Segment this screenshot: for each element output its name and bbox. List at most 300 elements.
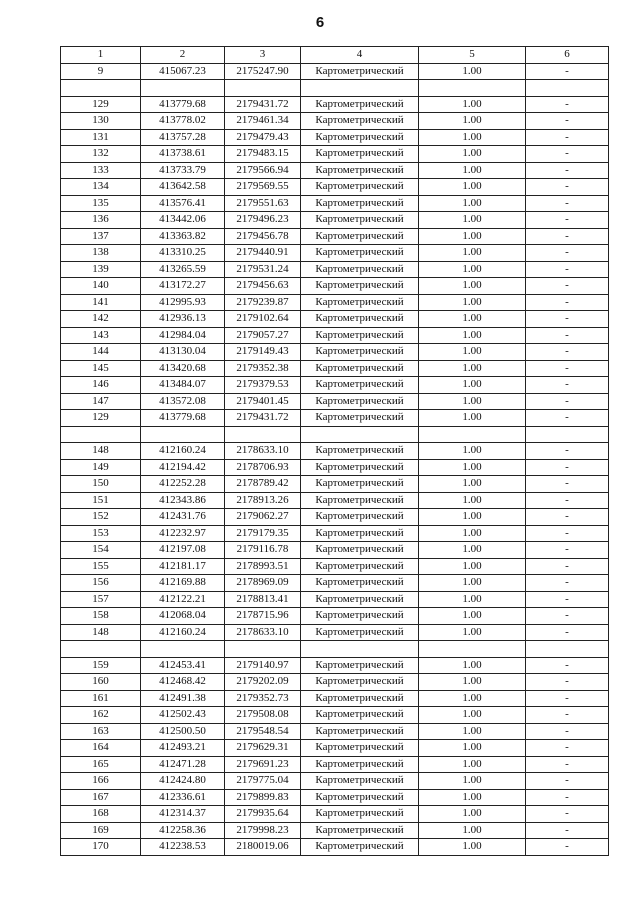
table-row xyxy=(61,476,609,493)
method-cell: Картометрический xyxy=(301,690,419,707)
table-row xyxy=(61,179,609,196)
page-number: 6 xyxy=(315,14,325,31)
y-coordinate-cell: 2178633.10 xyxy=(225,624,301,641)
y-coordinate-cell: 2179140.97 xyxy=(225,657,301,674)
header-cell-4: 4 xyxy=(301,47,419,64)
note-cell: - xyxy=(526,261,609,278)
point-number-cell: 169 xyxy=(61,822,141,839)
table-row xyxy=(61,162,609,179)
x-coordinate-cell: 413420.68 xyxy=(141,360,225,377)
y-coordinate-cell: 2179629.31 xyxy=(225,740,301,757)
table-row xyxy=(61,575,609,592)
note-cell: - xyxy=(526,228,609,245)
method-cell: Картометрический xyxy=(301,113,419,130)
table-row xyxy=(61,294,609,311)
method-cell: Картометрический xyxy=(301,410,419,427)
note-cell xyxy=(526,426,609,443)
x-coordinate-cell: 413576.41 xyxy=(141,195,225,212)
accuracy-cell: 1.00 xyxy=(419,591,526,608)
table-row xyxy=(61,690,609,707)
y-coordinate-cell: 2179352.73 xyxy=(225,690,301,707)
point-number-cell: 147 xyxy=(61,393,141,410)
x-coordinate-cell: 412500.50 xyxy=(141,723,225,740)
method-cell: Картометрический xyxy=(301,740,419,757)
accuracy-cell xyxy=(419,641,526,658)
y-coordinate-cell: 2179057.27 xyxy=(225,327,301,344)
x-coordinate-cell xyxy=(141,426,225,443)
table-row xyxy=(61,410,609,427)
method-cell: Картометрический xyxy=(301,393,419,410)
x-coordinate-cell: 412493.21 xyxy=(141,740,225,757)
table-row xyxy=(61,492,609,509)
x-coordinate-cell: 412431.76 xyxy=(141,509,225,526)
x-coordinate-cell: 413733.79 xyxy=(141,162,225,179)
x-coordinate-cell: 412122.21 xyxy=(141,591,225,608)
point-number-cell: 148 xyxy=(61,443,141,460)
note-cell: - xyxy=(526,278,609,295)
note-cell: - xyxy=(526,789,609,806)
point-number-cell: 137 xyxy=(61,228,141,245)
accuracy-cell: 1.00 xyxy=(419,443,526,460)
note-cell: - xyxy=(526,377,609,394)
table-header xyxy=(61,47,609,64)
accuracy-cell: 1.00 xyxy=(419,294,526,311)
accuracy-cell: 1.00 xyxy=(419,476,526,493)
accuracy-cell: 1.00 xyxy=(419,459,526,476)
x-coordinate-cell: 413779.68 xyxy=(141,96,225,113)
accuracy-cell: 1.00 xyxy=(419,360,526,377)
y-coordinate-cell: 2179202.09 xyxy=(225,674,301,691)
y-coordinate-cell xyxy=(225,641,301,658)
x-coordinate-cell: 413572.08 xyxy=(141,393,225,410)
x-coordinate-cell: 412336.61 xyxy=(141,789,225,806)
method-cell: Картометрический xyxy=(301,674,419,691)
method-cell xyxy=(301,426,419,443)
point-number-cell: 148 xyxy=(61,624,141,641)
x-coordinate-cell: 412453.41 xyxy=(141,657,225,674)
accuracy-cell: 1.00 xyxy=(419,195,526,212)
header-cell-2: 2 xyxy=(141,47,225,64)
x-coordinate-cell: 412068.04 xyxy=(141,608,225,625)
note-cell: - xyxy=(526,212,609,229)
method-cell: Картометрический xyxy=(301,657,419,674)
accuracy-cell: 1.00 xyxy=(419,822,526,839)
table-row xyxy=(61,96,609,113)
accuracy-cell: 1.00 xyxy=(419,212,526,229)
table-row xyxy=(61,146,609,163)
y-coordinate-cell: 2179531.24 xyxy=(225,261,301,278)
table-row xyxy=(61,261,609,278)
table-row xyxy=(61,327,609,344)
note-cell: - xyxy=(526,195,609,212)
method-cell: Картометрический xyxy=(301,63,419,80)
accuracy-cell: 1.00 xyxy=(419,179,526,196)
table-row xyxy=(61,674,609,691)
y-coordinate-cell: 2179691.23 xyxy=(225,756,301,773)
y-coordinate-cell xyxy=(225,80,301,97)
accuracy-cell: 1.00 xyxy=(419,63,526,80)
table-row xyxy=(61,657,609,674)
y-coordinate-cell: 2178706.93 xyxy=(225,459,301,476)
y-coordinate-cell: 2179239.87 xyxy=(225,294,301,311)
note-cell: - xyxy=(526,63,609,80)
y-coordinate-cell: 2179483.15 xyxy=(225,146,301,163)
y-coordinate-cell: 2178633.10 xyxy=(225,443,301,460)
point-number-cell: 158 xyxy=(61,608,141,625)
method-cell: Картометрический xyxy=(301,509,419,526)
table-body xyxy=(61,63,609,855)
accuracy-cell: 1.00 xyxy=(419,773,526,790)
x-coordinate-cell: 413757.28 xyxy=(141,129,225,146)
note-cell: - xyxy=(526,608,609,625)
method-cell: Картометрический xyxy=(301,525,419,542)
accuracy-cell: 1.00 xyxy=(419,740,526,757)
note-cell: - xyxy=(526,822,609,839)
y-coordinate-cell: 2179440.91 xyxy=(225,245,301,262)
table-row xyxy=(61,509,609,526)
x-coordinate-cell: 412468.42 xyxy=(141,674,225,691)
method-cell: Картометрический xyxy=(301,96,419,113)
point-number-cell: 140 xyxy=(61,278,141,295)
note-cell: - xyxy=(526,756,609,773)
x-coordinate-cell: 413484.07 xyxy=(141,377,225,394)
y-coordinate-cell: 2179508.08 xyxy=(225,707,301,724)
accuracy-cell: 1.00 xyxy=(419,377,526,394)
point-number-cell: 165 xyxy=(61,756,141,773)
method-cell: Картометрический xyxy=(301,806,419,823)
header-cell-5: 5 xyxy=(419,47,526,64)
x-coordinate-cell: 412471.28 xyxy=(141,756,225,773)
x-coordinate-cell: 412197.08 xyxy=(141,542,225,559)
x-coordinate-cell: 413130.04 xyxy=(141,344,225,361)
table-row xyxy=(61,707,609,724)
note-cell: - xyxy=(526,476,609,493)
y-coordinate-cell: 2179116.78 xyxy=(225,542,301,559)
note-cell: - xyxy=(526,839,609,856)
accuracy-cell: 1.00 xyxy=(419,509,526,526)
x-coordinate-cell: 412936.13 xyxy=(141,311,225,328)
separator-row xyxy=(61,80,609,97)
point-number-cell: 164 xyxy=(61,740,141,757)
method-cell: Картометрический xyxy=(301,723,419,740)
table-row xyxy=(61,212,609,229)
point-number-cell xyxy=(61,80,141,97)
point-number-cell: 144 xyxy=(61,344,141,361)
point-number-cell: 143 xyxy=(61,327,141,344)
note-cell: - xyxy=(526,542,609,559)
header-cell-1: 1 xyxy=(61,47,141,64)
table-row xyxy=(61,377,609,394)
y-coordinate-cell: 2178993.51 xyxy=(225,558,301,575)
x-coordinate-cell: 413442.06 xyxy=(141,212,225,229)
x-coordinate-cell: 413779.68 xyxy=(141,410,225,427)
point-number-cell: 151 xyxy=(61,492,141,509)
method-cell: Картометрический xyxy=(301,822,419,839)
note-cell: - xyxy=(526,575,609,592)
method-cell: Картометрический xyxy=(301,129,419,146)
table-row xyxy=(61,129,609,146)
accuracy-cell xyxy=(419,426,526,443)
accuracy-cell: 1.00 xyxy=(419,162,526,179)
method-cell: Картометрический xyxy=(301,195,419,212)
separator-row xyxy=(61,641,609,658)
accuracy-cell: 1.00 xyxy=(419,707,526,724)
y-coordinate-cell: 2175247.90 xyxy=(225,63,301,80)
point-number-cell: 138 xyxy=(61,245,141,262)
note-cell: - xyxy=(526,674,609,691)
method-cell: Картометрический xyxy=(301,162,419,179)
accuracy-cell: 1.00 xyxy=(419,789,526,806)
y-coordinate-cell: 2179548.54 xyxy=(225,723,301,740)
note-cell: - xyxy=(526,245,609,262)
y-coordinate-cell: 2178913.26 xyxy=(225,492,301,509)
method-cell: Картометрический xyxy=(301,360,419,377)
point-number-cell: 142 xyxy=(61,311,141,328)
method-cell: Картометрический xyxy=(301,608,419,625)
accuracy-cell: 1.00 xyxy=(419,228,526,245)
note-cell: - xyxy=(526,113,609,130)
table-row xyxy=(61,740,609,757)
method-cell xyxy=(301,80,419,97)
note-cell: - xyxy=(526,410,609,427)
x-coordinate-cell: 413642.58 xyxy=(141,179,225,196)
y-coordinate-cell: 2179352.38 xyxy=(225,360,301,377)
note-cell: - xyxy=(526,740,609,757)
x-coordinate-cell: 413778.02 xyxy=(141,113,225,130)
note-cell: - xyxy=(526,492,609,509)
point-number-cell: 163 xyxy=(61,723,141,740)
accuracy-cell: 1.00 xyxy=(419,146,526,163)
point-number-cell: 135 xyxy=(61,195,141,212)
note-cell: - xyxy=(526,806,609,823)
table-row xyxy=(61,806,609,823)
y-coordinate-cell: 2178715.96 xyxy=(225,608,301,625)
point-number-cell: 152 xyxy=(61,509,141,526)
note-cell: - xyxy=(526,591,609,608)
x-coordinate-cell: 412314.37 xyxy=(141,806,225,823)
method-cell: Картометрический xyxy=(301,327,419,344)
accuracy-cell xyxy=(419,80,526,97)
accuracy-cell: 1.00 xyxy=(419,723,526,740)
table-row xyxy=(61,773,609,790)
y-coordinate-cell: 2179569.55 xyxy=(225,179,301,196)
table-row xyxy=(61,558,609,575)
y-coordinate-cell: 2179179.35 xyxy=(225,525,301,542)
note-cell: - xyxy=(526,723,609,740)
x-coordinate-cell: 412258.36 xyxy=(141,822,225,839)
note-cell: - xyxy=(526,162,609,179)
y-coordinate-cell: 2179431.72 xyxy=(225,410,301,427)
accuracy-cell: 1.00 xyxy=(419,525,526,542)
note-cell: - xyxy=(526,179,609,196)
note-cell: - xyxy=(526,459,609,476)
x-coordinate-cell: 413172.27 xyxy=(141,278,225,295)
point-number-cell: 131 xyxy=(61,129,141,146)
table-row xyxy=(61,756,609,773)
accuracy-cell: 1.00 xyxy=(419,344,526,361)
accuracy-cell: 1.00 xyxy=(419,327,526,344)
method-cell: Картометрический xyxy=(301,839,419,856)
y-coordinate-cell: 2179431.72 xyxy=(225,96,301,113)
table-row xyxy=(61,822,609,839)
accuracy-cell: 1.00 xyxy=(419,756,526,773)
x-coordinate-cell: 413738.61 xyxy=(141,146,225,163)
note-cell: - xyxy=(526,146,609,163)
note-cell: - xyxy=(526,657,609,674)
y-coordinate-cell: 2179998.23 xyxy=(225,822,301,839)
y-coordinate-cell: 2179775.04 xyxy=(225,773,301,790)
y-coordinate-cell: 2179062.27 xyxy=(225,509,301,526)
y-coordinate-cell: 2179479.43 xyxy=(225,129,301,146)
x-coordinate-cell: 413363.82 xyxy=(141,228,225,245)
point-number-cell: 162 xyxy=(61,707,141,724)
x-coordinate-cell: 412502.43 xyxy=(141,707,225,724)
method-cell: Картометрический xyxy=(301,212,419,229)
method-cell: Картометрический xyxy=(301,459,419,476)
accuracy-cell: 1.00 xyxy=(419,492,526,509)
method-cell: Картометрический xyxy=(301,443,419,460)
point-number-cell: 133 xyxy=(61,162,141,179)
header-cell-3: 3 xyxy=(225,47,301,64)
method-cell: Картометрический xyxy=(301,294,419,311)
point-number-cell: 146 xyxy=(61,377,141,394)
point-number-cell: 155 xyxy=(61,558,141,575)
note-cell xyxy=(526,641,609,658)
y-coordinate-cell xyxy=(225,426,301,443)
method-cell xyxy=(301,641,419,658)
point-number-cell: 141 xyxy=(61,294,141,311)
accuracy-cell: 1.00 xyxy=(419,410,526,427)
table-row xyxy=(61,624,609,641)
coordinates-table xyxy=(60,46,609,856)
header-row xyxy=(61,47,609,64)
accuracy-cell: 1.00 xyxy=(419,311,526,328)
point-number-cell: 159 xyxy=(61,657,141,674)
separator-row xyxy=(61,426,609,443)
y-coordinate-cell: 2179401.45 xyxy=(225,393,301,410)
table-row xyxy=(61,525,609,542)
x-coordinate-cell: 412160.24 xyxy=(141,624,225,641)
point-number-cell: 132 xyxy=(61,146,141,163)
x-coordinate-cell: 412995.93 xyxy=(141,294,225,311)
x-coordinate-cell: 412252.28 xyxy=(141,476,225,493)
method-cell: Картометрический xyxy=(301,179,419,196)
x-coordinate-cell: 412984.04 xyxy=(141,327,225,344)
accuracy-cell: 1.00 xyxy=(419,245,526,262)
point-number-cell: 9 xyxy=(61,63,141,80)
note-cell: - xyxy=(526,311,609,328)
note-cell: - xyxy=(526,443,609,460)
note-cell: - xyxy=(526,96,609,113)
method-cell: Картометрический xyxy=(301,542,419,559)
method-cell: Картометрический xyxy=(301,624,419,641)
method-cell: Картометрический xyxy=(301,707,419,724)
table-row xyxy=(61,608,609,625)
method-cell: Картометрический xyxy=(301,558,419,575)
table-row xyxy=(61,344,609,361)
accuracy-cell: 1.00 xyxy=(419,839,526,856)
table-row xyxy=(61,228,609,245)
note-cell: - xyxy=(526,393,609,410)
method-cell: Картометрический xyxy=(301,344,419,361)
note-cell: - xyxy=(526,525,609,542)
method-cell: Картометрический xyxy=(301,245,419,262)
note-cell: - xyxy=(526,360,609,377)
point-number-cell: 139 xyxy=(61,261,141,278)
point-number-cell: 170 xyxy=(61,839,141,856)
point-number-cell: 134 xyxy=(61,179,141,196)
y-coordinate-cell: 2179102.64 xyxy=(225,311,301,328)
x-coordinate-cell xyxy=(141,80,225,97)
y-coordinate-cell: 2179149.43 xyxy=(225,344,301,361)
accuracy-cell: 1.00 xyxy=(419,542,526,559)
point-number-cell: 166 xyxy=(61,773,141,790)
accuracy-cell: 1.00 xyxy=(419,806,526,823)
note-cell: - xyxy=(526,773,609,790)
method-cell: Картометрический xyxy=(301,492,419,509)
point-number-cell: 136 xyxy=(61,212,141,229)
accuracy-cell: 1.00 xyxy=(419,624,526,641)
table-row xyxy=(61,443,609,460)
x-coordinate-cell: 412343.86 xyxy=(141,492,225,509)
y-coordinate-cell: 2178969.09 xyxy=(225,575,301,592)
method-cell: Картометрический xyxy=(301,261,419,278)
note-cell: - xyxy=(526,129,609,146)
table-row xyxy=(61,311,609,328)
x-coordinate-cell: 415067.23 xyxy=(141,63,225,80)
point-number-cell: 145 xyxy=(61,360,141,377)
y-coordinate-cell: 2178789.42 xyxy=(225,476,301,493)
note-cell: - xyxy=(526,294,609,311)
method-cell: Картометрический xyxy=(301,377,419,394)
point-number-cell: 129 xyxy=(61,410,141,427)
table-row xyxy=(61,789,609,806)
y-coordinate-cell: 2179456.63 xyxy=(225,278,301,295)
method-cell: Картометрический xyxy=(301,756,419,773)
table-row xyxy=(61,245,609,262)
accuracy-cell: 1.00 xyxy=(419,558,526,575)
accuracy-cell: 1.00 xyxy=(419,96,526,113)
note-cell: - xyxy=(526,344,609,361)
x-coordinate-cell: 412181.17 xyxy=(141,558,225,575)
x-coordinate-cell: 412194.42 xyxy=(141,459,225,476)
note-cell: - xyxy=(526,690,609,707)
note-cell: - xyxy=(526,707,609,724)
accuracy-cell: 1.00 xyxy=(419,261,526,278)
x-coordinate-cell: 413265.59 xyxy=(141,261,225,278)
point-number-cell: 167 xyxy=(61,789,141,806)
x-coordinate-cell: 412238.53 xyxy=(141,839,225,856)
table-row xyxy=(61,195,609,212)
table-row xyxy=(61,278,609,295)
y-coordinate-cell: 2179456.78 xyxy=(225,228,301,245)
x-coordinate-cell: 413310.25 xyxy=(141,245,225,262)
y-coordinate-cell: 2179551.63 xyxy=(225,195,301,212)
note-cell: - xyxy=(526,624,609,641)
point-number-cell: 160 xyxy=(61,674,141,691)
table-row xyxy=(61,542,609,559)
note-cell: - xyxy=(526,558,609,575)
note-cell xyxy=(526,80,609,97)
y-coordinate-cell: 2179899.83 xyxy=(225,789,301,806)
point-number-cell: 153 xyxy=(61,525,141,542)
accuracy-cell: 1.00 xyxy=(419,575,526,592)
y-coordinate-cell: 2179566.94 xyxy=(225,162,301,179)
point-number-cell: 161 xyxy=(61,690,141,707)
x-coordinate-cell: 412160.24 xyxy=(141,443,225,460)
accuracy-cell: 1.00 xyxy=(419,657,526,674)
table-row xyxy=(61,63,609,80)
